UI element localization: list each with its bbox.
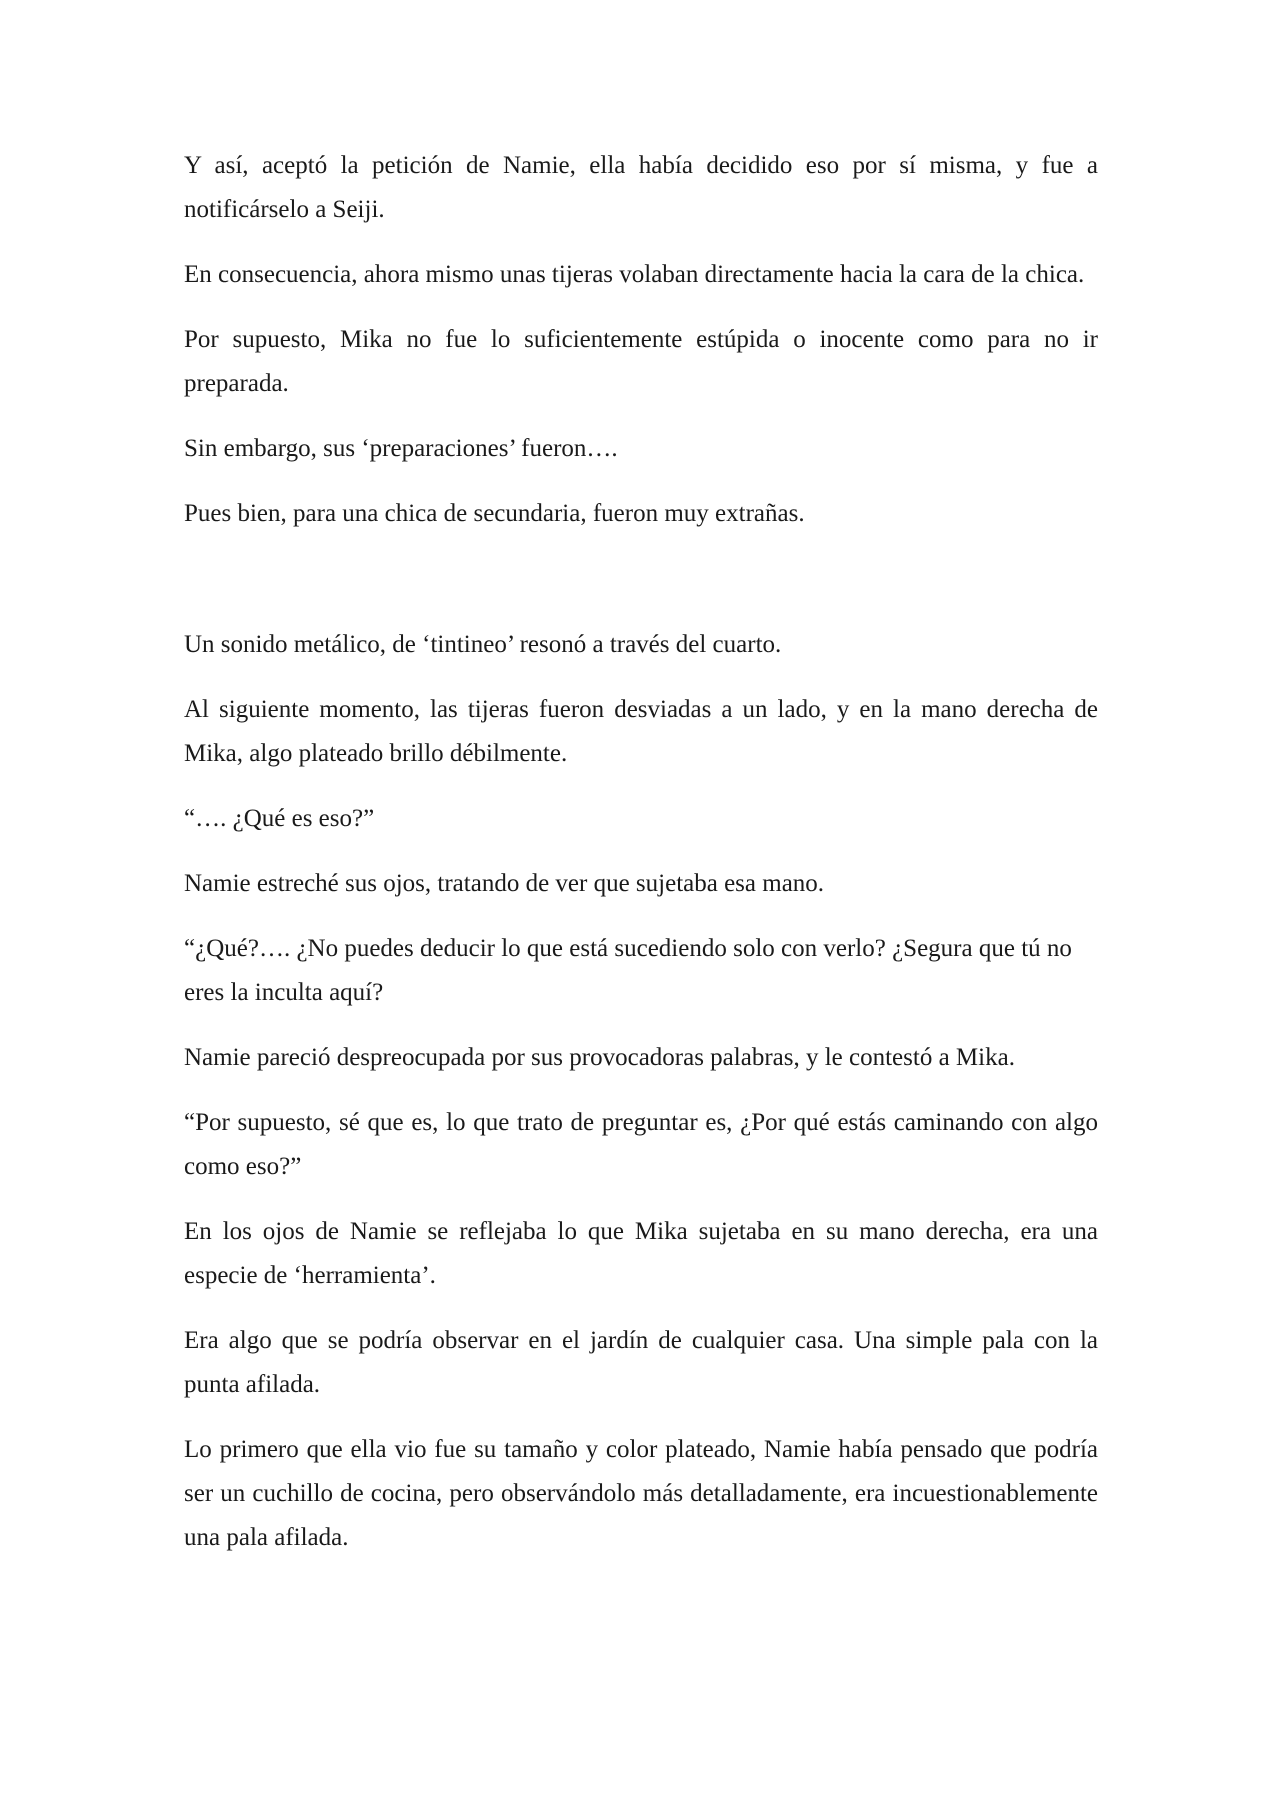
- paragraph: Por supuesto, Mika no fue lo suficientemente estúpida o inocente como para no ir preparada.: [184, 326, 1098, 397]
- paragraph: Al siguiente momento, las tijeras fueron desviadas a un lado, y en la mano derecha de Mika, algo plateado brillo débilmente.: [184, 696, 1098, 767]
- paragraph: En los ojos de Namie se reflejaba lo que Mika sujetaba en su mano derecha, era una especie de ‘herramienta’.: [184, 1218, 1098, 1289]
- paragraph: Y así, aceptó la petición de Namie, ella había decidido eso por sí misma, y fue a notificárselo a Seiji.: [184, 152, 1098, 223]
- paragraph: Lo primero que ella vio fue su tamaño y color plateado, Namie había pensado que podría ser un cuchillo de cocina, pero observándolo más detalladamente, era incuestionablemente una pala afilada.: [184, 1436, 1098, 1551]
- paragraph: Pues bien, para una chica de secundaria, fueron muy extrañas.: [184, 500, 805, 527]
- paragraph: En consecuencia, ahora mismo unas tijeras volaban directamente hacia la cara de la chica.: [184, 261, 1085, 288]
- paragraph: Namie pareció despreocupada por sus provocadoras palabras, y le contestó a Mika.: [184, 1044, 1015, 1071]
- paragraph: Un sonido metálico, de ‘tintineo’ resonó a través del cuarto.: [184, 631, 782, 658]
- paragraph: “…. ¿Qué es eso?”: [184, 805, 375, 832]
- paragraph: Sin embargo, sus ‘preparaciones’ fueron….: [184, 435, 618, 462]
- paragraph: Namie estreché sus ojos, tratando de ver que sujetaba esa mano.: [184, 870, 825, 897]
- paragraph: “Por supuesto, sé que es, lo que trato de preguntar es, ¿Por qué estás caminando con algo como eso?”: [184, 1109, 1098, 1180]
- paragraph: Era algo que se podría observar en el jardín de cualquier casa. Una simple pala con la punta afilada.: [184, 1327, 1098, 1398]
- section-break: [184, 557, 1098, 623]
- paragraph: “¿Qué?…. ¿No puedes deducir lo que está sucediendo solo con verlo? ¿Segura que tú no eres la inculta aquí?: [184, 935, 1072, 1006]
- document-page: [184, 144, 1098, 1581]
